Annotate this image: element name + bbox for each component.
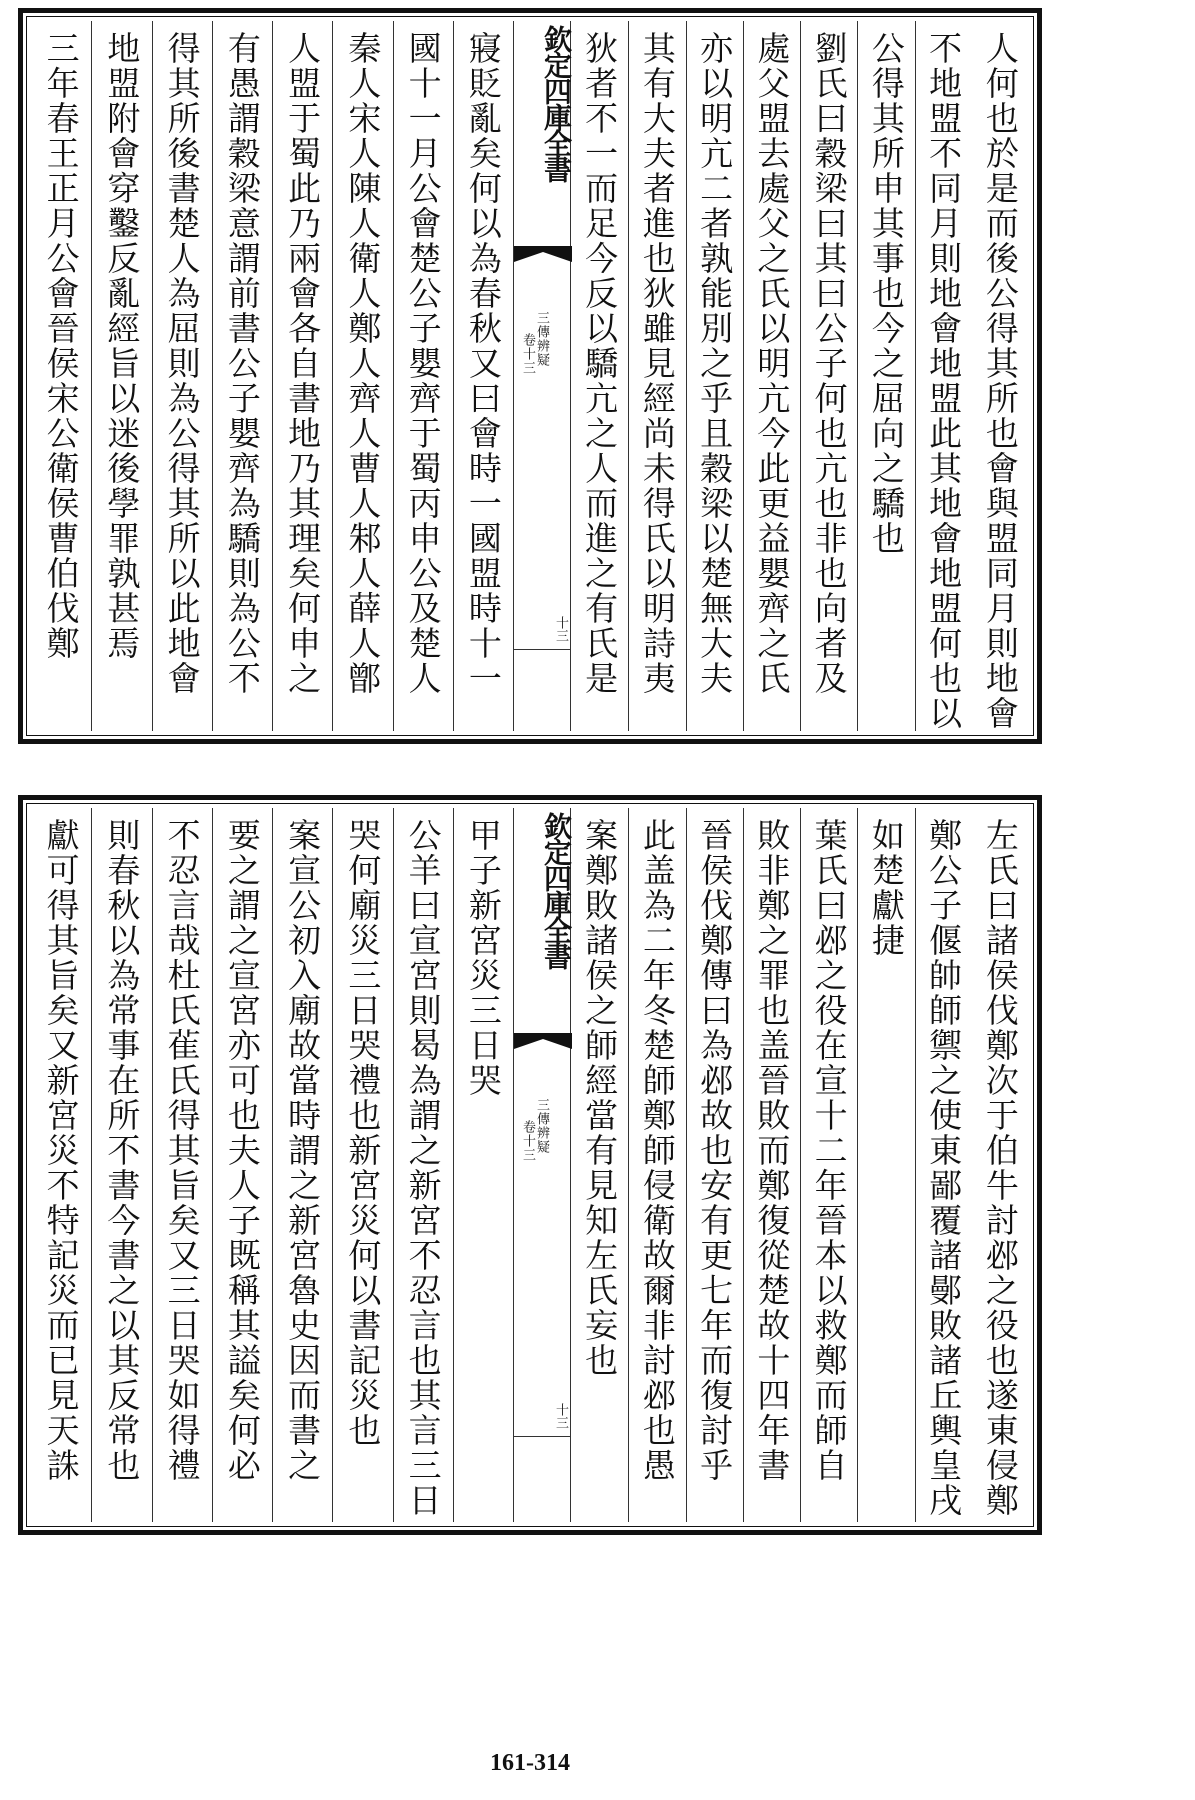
text-column	[272, 808, 332, 1522]
column-text: 此盖為二年冬楚師鄭師侵衛故爾非討邲也愚	[637, 818, 677, 1483]
text-column	[453, 808, 513, 1522]
column-text: 公羊曰宣宮則曷為謂之新宮不忍言也其言三日	[403, 818, 443, 1518]
spine-folio: 十三	[553, 1403, 568, 1429]
spine-book-title: 三傳辨疑	[534, 311, 549, 367]
spine-volume: 卷十三	[520, 1120, 535, 1162]
text-column	[152, 808, 212, 1522]
bottom-spine	[513, 808, 571, 1522]
column-text: 有愚謂穀梁意謂前書公子嬰齊為驕則為公不	[222, 31, 262, 696]
column-text: 敗非鄭之罪也盖晉敗而鄭復從楚故十四年書	[752, 818, 792, 1483]
column-text: 亦以明亢二者孰能別之乎且穀梁以楚無大夫	[695, 31, 735, 696]
column-text: 三年春王正月公會晉侯宋公衛侯曹伯伐鄭	[41, 31, 81, 661]
column-text: 人何也於是而後公得其所也會與盟同月則地會	[980, 31, 1020, 731]
column-text: 劉氏曰穀梁曰其曰公子何也亢也非也向者及	[809, 31, 849, 696]
text-column	[31, 808, 91, 1522]
column-text: 不地盟不同月則地會地盟此其地會地盟何也以	[924, 31, 964, 731]
text-column	[91, 21, 151, 731]
column-text: 獻可得其旨矣又新宮災不特記災而已見天誅	[41, 818, 81, 1483]
column-text: 左氏曰諸侯伐鄭次于伯牛討邲之役也遂東侵鄭	[980, 818, 1020, 1518]
text-column	[915, 808, 972, 1522]
column-text: 秦人宋人陳人衛人鄭人齊人曹人邾人薛人鄫	[343, 31, 383, 696]
column-text: 國十一月公會楚公子嬰齊于蜀丙申公及楚人	[403, 31, 443, 696]
text-column	[972, 808, 1029, 1522]
folio-rule	[514, 649, 570, 650]
column-text: 得其所後書楚人為屈則為公得其所以此地會	[162, 31, 202, 696]
text-column	[332, 808, 392, 1522]
text-column	[212, 21, 272, 731]
spine-book-title: 三傳辨疑	[534, 1098, 549, 1154]
text-column	[91, 808, 151, 1522]
column-text: 人盟于蜀此乃兩會各自書地乃其理矣何申之	[283, 31, 323, 696]
fishtail-mark-icon	[514, 246, 572, 264]
column-text: 寢貶亂矣何以為春秋又曰會時一國盟時十一	[463, 31, 503, 696]
top-page-frame	[18, 8, 1042, 744]
spine-volume: 卷十三	[520, 333, 535, 375]
text-column	[857, 21, 914, 731]
bottom-page-frame	[18, 795, 1042, 1535]
top-spine	[513, 21, 571, 731]
text-column	[686, 808, 743, 1522]
folio-rule	[514, 1436, 570, 1437]
column-text: 如楚獻捷	[866, 818, 906, 958]
text-column	[272, 21, 332, 731]
column-text: 案宣公初入廟故當時謂之新宮魯史因而書之	[283, 818, 323, 1483]
text-column	[800, 808, 857, 1522]
column-text: 案鄭敗諸侯之師經當有見知左氏妄也	[580, 818, 620, 1378]
text-column	[571, 21, 628, 731]
column-text: 哭何廟災三日哭禮也新宮災何以書記災也	[343, 818, 383, 1448]
column-text: 晉侯伐鄭傳曰為邲故也安有更七年而復討乎	[695, 818, 735, 1483]
text-column	[743, 21, 800, 731]
text-column	[393, 808, 453, 1522]
column-text: 鄭公子偃帥師禦之使東鄙覆諸鄤敗諸丘輿皇戌	[924, 818, 964, 1518]
text-column	[571, 808, 628, 1522]
column-text: 狄者不一而足今反以驕亢之人而進之有氏是	[580, 31, 620, 696]
text-column	[628, 808, 685, 1522]
column-text: 地盟附會穿鑿反亂經旨以迷後學罪孰甚焉	[102, 31, 142, 661]
text-column	[393, 21, 453, 731]
column-text: 則春秋以為常事在所不書今書之以其反常也	[102, 818, 142, 1483]
column-text: 公得其所申其事也今之屈向之驕也	[866, 31, 906, 556]
spine-header: 欽定四庫全書	[540, 25, 573, 181]
text-column	[628, 21, 685, 731]
column-text: 不忍言哉杜氏雈氏得其旨矣又三日哭如得禮	[162, 818, 202, 1483]
column-text: 處父盟去處父之氏以明亢今此更益嬰齊之氏	[752, 31, 792, 696]
text-column	[152, 21, 212, 731]
text-column	[332, 21, 392, 731]
page-number: 161-314	[490, 1750, 570, 1776]
text-column	[915, 21, 972, 731]
text-column	[857, 808, 914, 1522]
spine-header: 欽定四庫全書	[540, 812, 573, 968]
fishtail-mark-icon	[514, 1033, 572, 1051]
text-column	[686, 21, 743, 731]
text-column	[972, 21, 1029, 731]
text-column	[453, 21, 513, 731]
text-column	[800, 21, 857, 731]
spine-folio: 十三	[553, 616, 568, 642]
column-text: 要之謂之宣宮亦可也夫人子既稱其謚矣何必	[222, 818, 262, 1483]
column-text: 其有大夫者進也狄雖見經尚未得氏以明詩夷	[637, 31, 677, 696]
text-column	[212, 808, 272, 1522]
column-text: 葉氏曰邲之役在宣十二年晉本以救鄭而師自	[809, 818, 849, 1483]
column-text: 甲子新宮災三日哭	[463, 818, 503, 1098]
text-column	[743, 808, 800, 1522]
text-column	[31, 21, 91, 731]
